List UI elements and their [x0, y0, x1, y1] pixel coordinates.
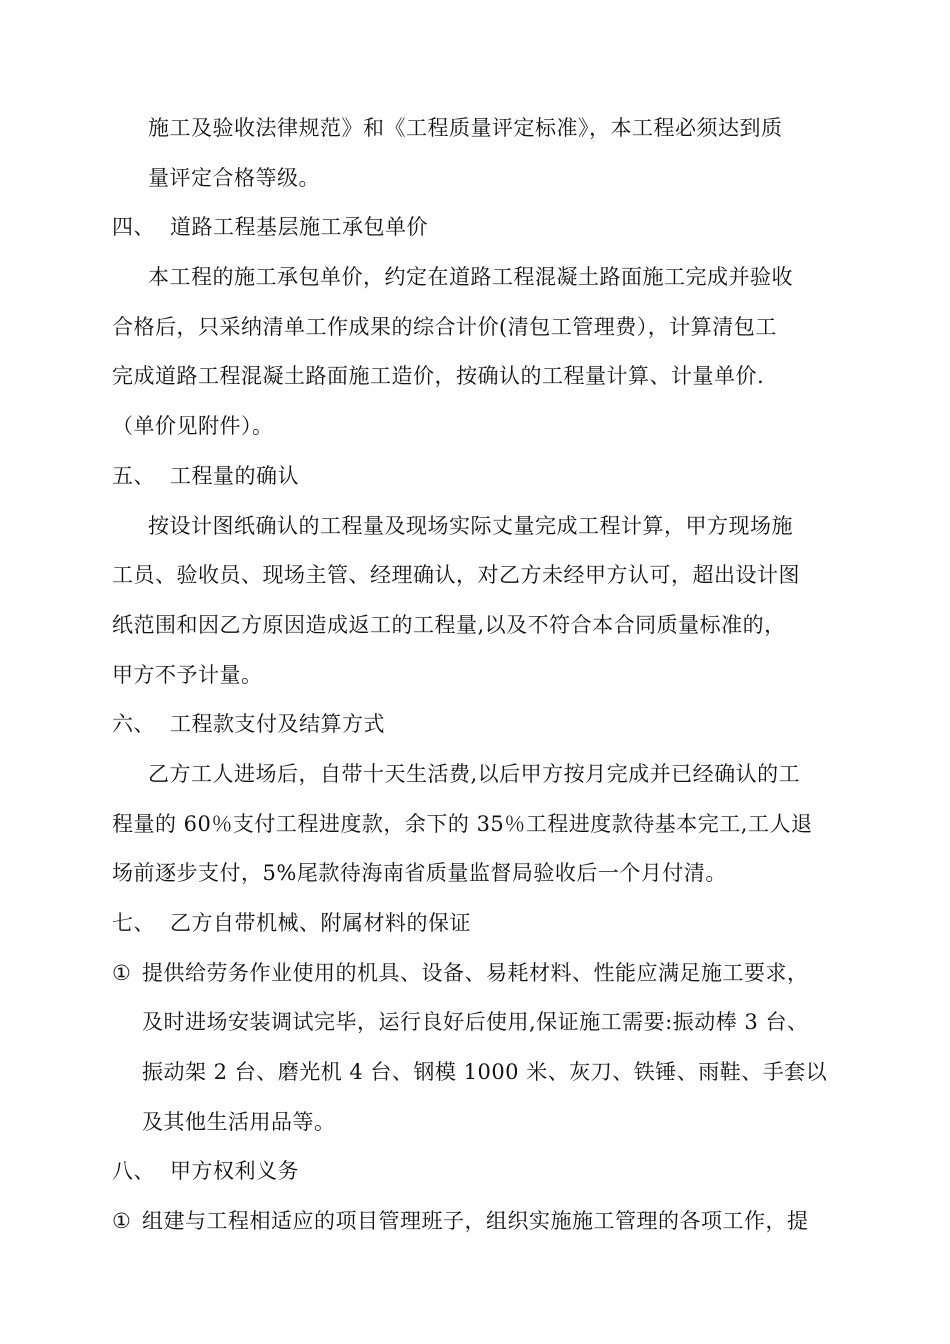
paragraph-line: 场前逐步支付，5%尾款待海南省质量监督局验收后一个月付清。 — [112, 861, 727, 885]
paragraph-line: 本工程的施工承包单价，约定在道路工程混凝土路面施工完成并验收 — [148, 265, 793, 289]
section-heading-8 — [112, 1157, 299, 1185]
paragraph-line: 甲方不予计量。 — [112, 663, 263, 687]
paragraph-line: 程量的 60％支付工程进度款，余下的 35％工程进度款待基本完工,工人退 — [112, 812, 813, 836]
paragraph-line: 及时进场安装调试完毕，运行良好后使用,保证施工需要:振动棒 3 台、 — [142, 1010, 809, 1034]
paragraph-line: 振动架 2 台、磨光机 4 台、钢模 1000 米、灰刀、铁锤、雨鞋、手套以 — [142, 1060, 828, 1084]
section-heading-6 — [112, 710, 385, 738]
section-title: 工程量的确认 — [170, 464, 299, 488]
list-item-line — [112, 1207, 809, 1235]
paragraph-line: 工员、验收员、现场主管、经理确认，对乙方未经甲方认可，超出设计图 — [112, 563, 800, 587]
paragraph-line: 按设计图纸确认的工程量及现场实际丈量完成工程计算，甲方现场施 — [148, 514, 793, 538]
section-heading-4 — [112, 213, 428, 241]
section-number: 五、 — [112, 464, 155, 488]
section-title: 道路工程基层施工承包单价 — [170, 215, 428, 239]
section-title: 乙方自带机械、附属材料的保证 — [170, 911, 471, 935]
section-heading-5 — [112, 462, 299, 490]
list-item-line — [112, 959, 809, 987]
section-title: 甲方权利义务 — [170, 1159, 299, 1183]
paragraph-line: 合格后，只采纳清单工作成果的综合计价(清包工管理费），计算清包工 — [112, 315, 777, 339]
paragraph-line: 及其他生活用品等。 — [142, 1110, 336, 1134]
section-number: 六、 — [112, 712, 155, 736]
circled-number-marker: ① — [112, 961, 132, 985]
section-title: 工程款支付及结算方式 — [170, 712, 385, 736]
paragraph-line: （单价见附件）。 — [112, 414, 274, 438]
circled-number-marker: ① — [112, 1209, 132, 1233]
section-number: 八、 — [112, 1159, 155, 1183]
section-number: 四、 — [112, 215, 155, 239]
paragraph-line: 乙方工人进场后，自带十天生活费,以后甲方按月完成并已经确认的工 — [148, 762, 801, 786]
section-number: 七、 — [112, 911, 155, 935]
section-heading-7 — [112, 909, 471, 937]
paragraph-line: 施工及验收法律规范》和《工程质量评定标准》，本工程必须达到质 — [148, 116, 783, 140]
list-item-text: 提供给劳务作业使用的机具、设备、易耗材料、性能应满足施工要求， — [142, 961, 809, 985]
paragraph-line: 完成道路工程混凝土路面施工造价，按确认的工程量计算、计量单价. — [112, 364, 765, 388]
paragraph-line: 量评定合格等级。 — [148, 166, 320, 190]
paragraph-line: 纸范围和因乙方原因造成返工的工程量,以及不符合本合同质量标准的， — [112, 613, 786, 637]
list-item-text: 组建与工程相适应的项目管理班子，组织实施施工管理的各项工作，提 — [142, 1209, 809, 1233]
